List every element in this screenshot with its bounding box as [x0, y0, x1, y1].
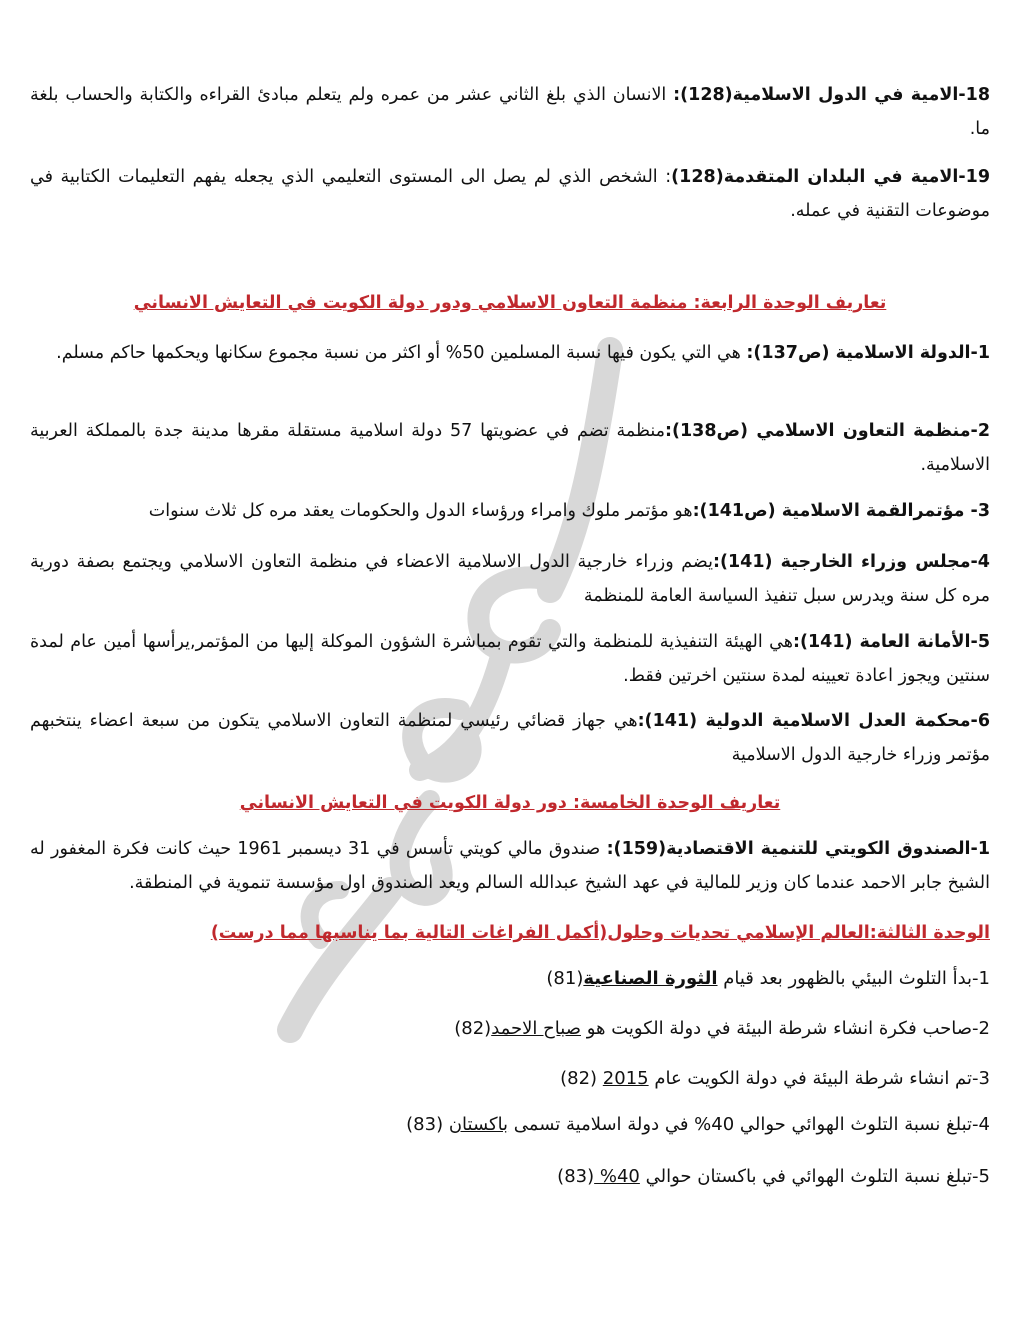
- fill-item-5: 5-تبلغ نسبة التلوث الهوائي في باكستان حوالي 40% (83): [557, 1166, 990, 1187]
- fill-answer: باكستان: [448, 1114, 509, 1135]
- definition-text: هي جهاز قضائي رئيسي لمنظمة التعاون الاسلامي يتكون من سبعة اعضاء ينتخبهم مؤتمر وزراء خارجية الدول الاسلامية: [30, 711, 990, 765]
- unit4-item-6: [30, 704, 990, 772]
- definition-text: هي التي يكون فيها نسبة المسلمين 50% أو اكثر من نسبة مجموع سكانها ويحكمها حاكم مسلم.: [56, 343, 747, 363]
- definition-text: صندوق مالي كويتي تأسس في 31 ديسمبر 1961 حيث كانت فكرة المغفور له الشيخ جابر الاحمد عندما كان وزير للمالية في عهد الشيخ عبدالله السالم ويعد الصندوق اول مؤسسة تنموية في المنطقة.: [30, 839, 990, 893]
- fill-item-4: 4-تبلغ نسبة التلوث الهوائي حوالي 40% في دولة اسلامية تسمى باكستان (83): [406, 1114, 990, 1135]
- unit4-item-2: [30, 414, 990, 482]
- definition-text: الانسان الذي بلغ الثاني عشر من عمره ولم يتعلم مبادئ القراءه والكتابة والحساب بلغة ما.: [30, 85, 990, 139]
- fill-item-1: 1-بدأ التلوث البيئي بالظهور بعد قيام الثورة الصناعية(81): [546, 968, 990, 989]
- fill-answer: 40%: [594, 1166, 640, 1187]
- unit4-item-3: [30, 494, 990, 528]
- definition-term: 3- مؤتمرالقمة الاسلامية (ص141):: [692, 501, 990, 521]
- definition-term: 4-مجلس وزراء الخارجية (141):: [712, 552, 990, 572]
- unit4-item-1: [30, 336, 990, 370]
- fill-answer: الثورة الصناعية: [583, 968, 718, 989]
- fill-item-3: 3-تم انشاء شرطة البيئة في دولة الكويت عام 2015 (82): [560, 1068, 990, 1089]
- unit4-heading: تعاريف الوحدة الرابعة: منظمة التعاون الاسلامي ودور دولة الكويت في التعايش الانساني: [133, 293, 887, 313]
- definition-term: 5-الأمانة العامة (141):: [792, 632, 990, 652]
- definition-term: 19-الامية في البلدان المتقدمة(128): [671, 167, 990, 187]
- definition-text: هو مؤتمر ملوك وامراء ورؤساء الدول والحكومات يعقد مره كل ثلاث سنوات: [148, 501, 693, 521]
- definition-text: منظمة تضم في عضويتها 57 دولة اسلامية مستقلة مقرها مدينة جدة بالمملكة العربية الاسلامية.: [30, 421, 990, 475]
- fill-answer: صباح الاحمد: [491, 1018, 581, 1039]
- unit3-heading: الوحدة الثالثة:العالم الإسلامي تحديات وحلول(أكمل الفراغات التالية بما يناسبها مما درست): [210, 923, 990, 943]
- definition-term: 18-الامية في الدول الاسلامية(128):: [673, 85, 991, 105]
- unit4-item-5: [30, 625, 990, 693]
- fill-item-2: 2-صاحب فكرة انشاء شرطة البيئة في دولة الكويت هو صباح الاحمد(82): [454, 1018, 990, 1039]
- unit4-item-4: [30, 545, 990, 613]
- definition-18: [30, 78, 990, 146]
- definition-text: هي الهيئة التنفيذية للمنظمة والتي تقوم بمباشرة الشؤون الموكلة إليها من المؤتمر,يرأسها أمين عام لمدة سنتين ويجوز اعادة تعيينه لمدة سنتين اخرتين فقط.: [30, 632, 990, 686]
- unit5-heading: تعاريف الوحدة الخامسة: دور دولة الكويت في التعايش الانساني: [239, 793, 781, 813]
- fill-answer: 2015: [602, 1068, 649, 1089]
- definition-text: يضم وزراء خارجية الدول الاسلامية الاعضاء في منظمة التعاون الاسلامي ويجتمع بصفة دورية مره كل سنة ويدرس سبل تنفيذ السياسة العامة للمنظمة: [30, 552, 990, 606]
- unit5-item-1: [30, 832, 990, 900]
- definition-19: [30, 160, 990, 228]
- definition-term: 1-الصندوق الكويتي للتنمية الاقتصادية(159):: [606, 839, 990, 859]
- definition-term: 2-منظمة التعاون الاسلامي (ص138):: [664, 421, 990, 441]
- definition-term: 6-محكمة العدل الاسلامية الدولية (141):: [637, 711, 990, 731]
- definition-term: 1-الدولة الاسلامية (ص137):: [746, 343, 990, 363]
- definition-text: : الشخص الذي لم يصل الى المستوى التعليمي الذي يجعله يفهم التعليمات الكتابية في موضوعات التقنية في عمله.: [30, 167, 990, 221]
